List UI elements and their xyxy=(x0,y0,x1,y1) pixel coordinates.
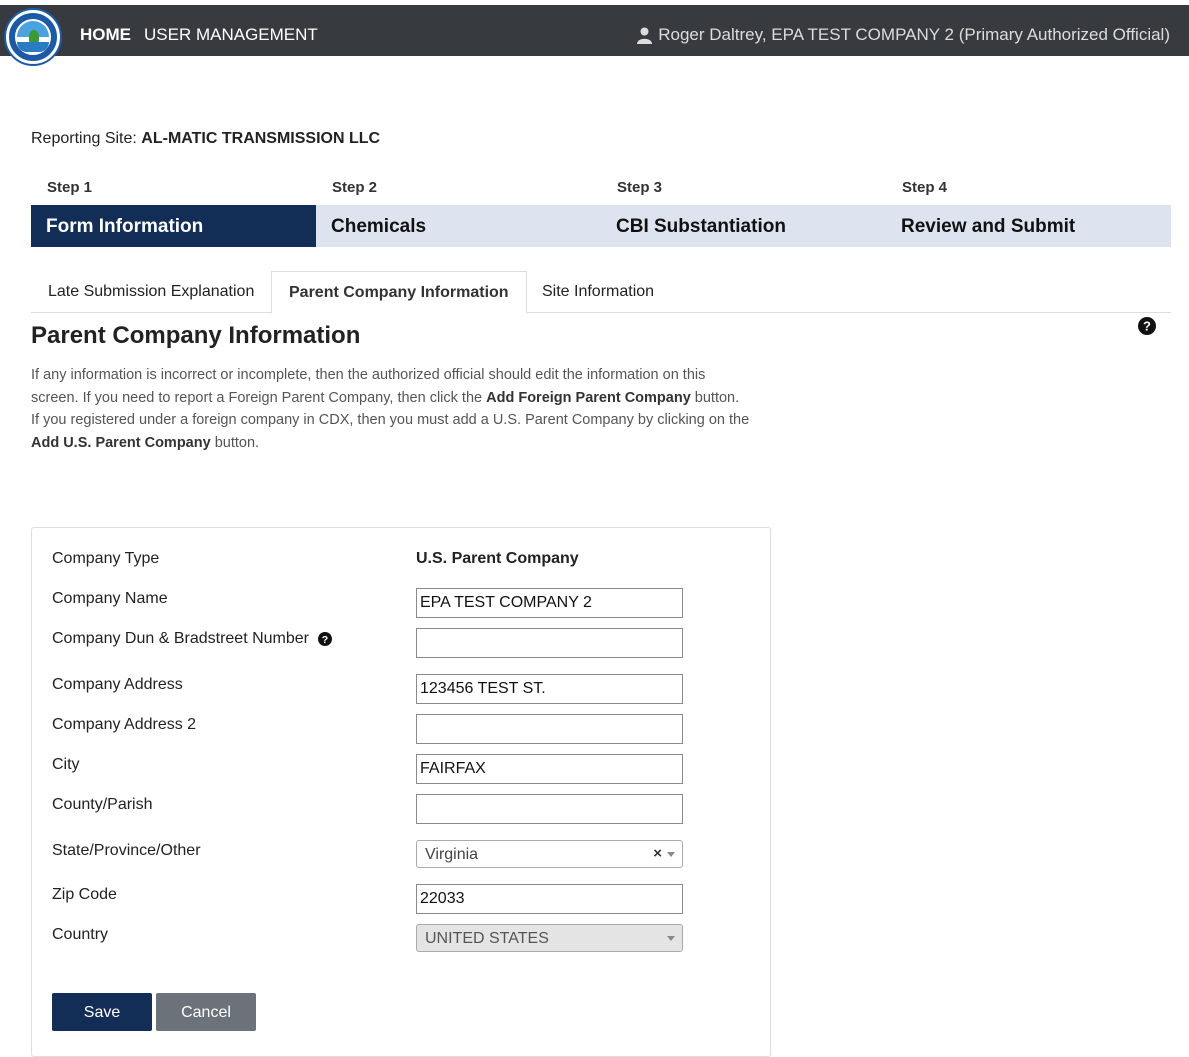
zip-code-label: Zip Code xyxy=(52,886,117,903)
tab-parent-company-information[interactable]: Parent Company Information xyxy=(271,271,527,314)
tab-late-submission-explanation[interactable]: Late Submission Explanation xyxy=(48,283,255,300)
country-select xyxy=(416,924,683,952)
country-selected-value: UNITED STATES xyxy=(425,930,549,947)
company-name-input[interactable] xyxy=(416,588,683,618)
company-type-value: U.S. Parent Company xyxy=(416,550,579,567)
state-label: State/Province/Other xyxy=(52,842,201,859)
nav-user-management-link[interactable]: USER MANAGEMENT xyxy=(144,25,318,44)
state-select[interactable] xyxy=(416,840,683,868)
user-icon xyxy=(637,27,652,44)
intro-text xyxy=(31,364,751,455)
chevron-down-icon xyxy=(667,936,675,941)
step-label: Review and Submit xyxy=(901,216,1076,237)
nav-home-link[interactable]: HOME xyxy=(80,25,131,44)
form-tabs xyxy=(31,271,1171,313)
svg-text:?: ? xyxy=(1143,318,1151,334)
zip-code-input[interactable] xyxy=(416,884,683,914)
company-address-label: Company Address xyxy=(52,676,183,693)
company-type-label: Company Type xyxy=(52,550,160,567)
user-name-label: Roger Daltrey, EPA TEST COMPANY 2 (Primary Authorized Official) xyxy=(658,25,1170,44)
intro-text-part: If any information is incorrect or incomplete, then the authorized official should edit the information on this screen. If you need to report a Foreign Parent Company, then click the xyxy=(31,367,706,406)
wizard-steps xyxy=(31,170,1171,247)
cancel-button[interactable]: Cancel xyxy=(156,993,256,1031)
company-name-label: Company Name xyxy=(52,590,168,607)
company-address-input[interactable] xyxy=(416,674,683,704)
tab-site-information[interactable]: Site Information xyxy=(542,283,655,300)
step-number: Step 2 xyxy=(332,179,378,196)
chevron-down-icon[interactable] xyxy=(667,852,675,857)
step-chemicals[interactable] xyxy=(316,170,601,247)
top-navigation-bar xyxy=(0,5,1189,56)
city-label: City xyxy=(52,756,80,773)
svg-text:?: ? xyxy=(321,633,329,646)
step-cbi-substantiation[interactable] xyxy=(601,170,886,247)
county-input[interactable] xyxy=(416,794,683,824)
save-button[interactable]: Save xyxy=(52,993,152,1031)
page-title: Parent Company Information xyxy=(31,322,361,349)
company-duns-label: Company Dun & Bradstreet Number xyxy=(52,630,309,647)
intro-text-part: button. xyxy=(210,435,260,452)
country-label: Country xyxy=(52,926,109,943)
question-circle-icon[interactable] xyxy=(318,632,332,651)
epa-seal-logo[interactable] xyxy=(4,8,62,66)
reporting-site-label: Reporting Site: xyxy=(31,130,137,147)
question-circle-icon[interactable] xyxy=(1138,317,1156,340)
intro-text-part: button. If you registered under a foreign company in CDX, then you must add a U.S. Parent Company by clicking on the xyxy=(31,389,750,429)
company-address2-label: Company Address 2 xyxy=(52,716,197,733)
step-form-information[interactable] xyxy=(31,170,316,247)
step-number: Step 3 xyxy=(617,179,663,196)
step-number: Step 4 xyxy=(902,179,948,196)
step-label: Form Information xyxy=(46,216,204,237)
intro-add-us-parent-company: Add U.S. Parent Company xyxy=(31,435,211,452)
clear-selection-icon[interactable]: × xyxy=(653,845,662,862)
reporting-site-name: AL-MATIC TRANSMISSION LLC xyxy=(141,130,381,147)
step-label: Chemicals xyxy=(331,216,427,237)
city-input[interactable] xyxy=(416,754,683,784)
step-label: CBI Substantiation xyxy=(616,216,786,237)
county-label: County/Parish xyxy=(52,796,153,813)
step-number: Step 1 xyxy=(47,179,93,196)
step-review-and-submit[interactable] xyxy=(886,170,1171,247)
state-selected-value: Virginia xyxy=(425,846,479,863)
company-duns-input[interactable] xyxy=(416,628,683,658)
intro-add-foreign-parent-company: Add Foreign Parent Company xyxy=(486,389,691,406)
company-address2-input[interactable] xyxy=(416,714,683,744)
user-account-menu[interactable] xyxy=(637,25,1170,45)
reporting-site xyxy=(31,130,380,148)
